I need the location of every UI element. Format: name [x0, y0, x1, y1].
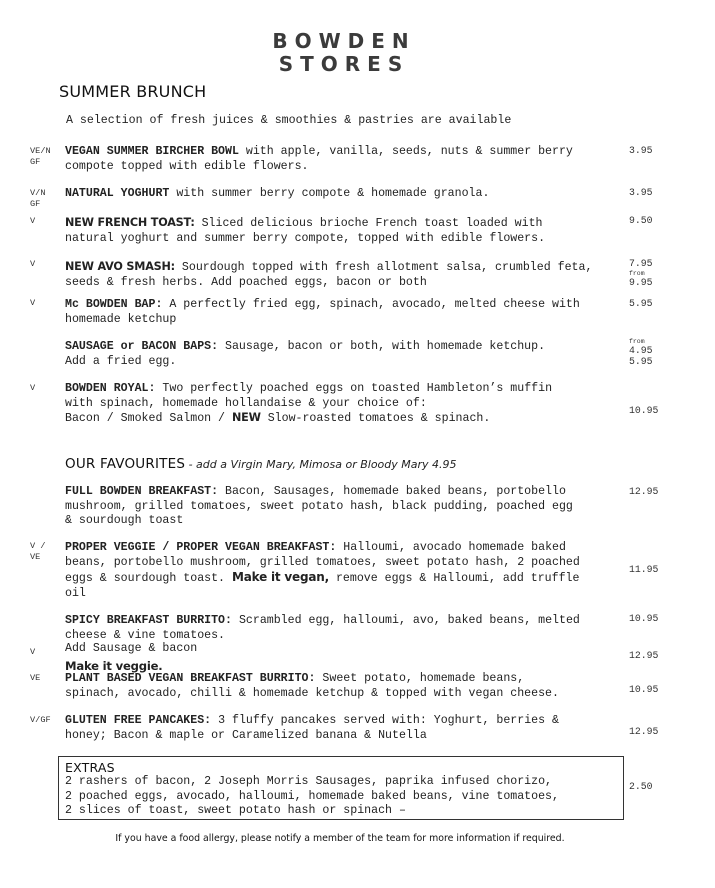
menu-item-gluten-free-pancakes — [65, 714, 559, 743]
item-price-group — [629, 259, 653, 288]
menu-item-proper-veggie-vegan — [65, 541, 580, 601]
diet-label: V / VE — [30, 541, 46, 562]
item-price: 12.95 — [629, 726, 659, 737]
price-from-label: from — [629, 269, 645, 277]
item-name: BOWDEN ROYAL: — [65, 382, 156, 395]
extras-line: 2 rashers of bacon, 2 Joseph Morris Sausages, paprika infused chorizo, — [65, 775, 553, 788]
item-desc: homemade ketchup — [65, 312, 177, 326]
item-price: 12.95 — [629, 650, 659, 661]
item-desc: Bacon, Sausages, homemade baked beans, portobello — [218, 485, 566, 498]
item-desc: 3 fluffy pancakes served with: Yoghurt, berries & — [211, 714, 559, 727]
item-desc: Bacon / Smoked Salmon / — [65, 412, 232, 426]
item-name: NATURAL YOGHURT — [65, 187, 170, 200]
menu-item-bowden-royal — [65, 382, 552, 427]
item-desc: mushroom, grilled tomatoes, sweet potato hash, black pudding, poached egg — [65, 499, 573, 513]
diet-label: V — [30, 383, 36, 393]
brand-logo-line1: BOWDEN — [272, 29, 416, 53]
item-name: Mc BOWDEN BAP: — [65, 298, 163, 311]
item-name: SPICY BREAKFAST BURRITO: — [65, 614, 232, 627]
menu-item-sausage-bacon-baps — [65, 340, 545, 369]
item-desc: with apple, vanilla, seeds, nuts & summer berry — [238, 145, 573, 158]
item-price: 9.95 — [629, 276, 653, 288]
item-desc: beans, portobello mushroom, grilled tomatoes, sweet potato hash, 2 poached — [65, 555, 580, 569]
item-name: GLUTEN FREE PANCAKES: — [65, 714, 212, 727]
item-desc: Add a fried egg. — [65, 354, 177, 368]
diet-label: V — [30, 647, 36, 657]
item-desc: cheese & vine tomatoes. — [65, 628, 226, 642]
item-price: 10.95 — [629, 613, 659, 624]
item-desc: Scrambled egg, halloumi, avo, baked beans, melted — [231, 614, 580, 627]
item-price: 11.95 — [629, 564, 659, 575]
item-desc: natural yoghurt and summer berry compote, topped with edible flowers. — [65, 231, 546, 245]
make-it-vegan-note: Make it vegan, — [231, 570, 329, 585]
extras-line: 2 slices of toast, sweet potato hash or spinach – — [65, 804, 406, 818]
diet-label: V — [30, 298, 36, 308]
item-price: 9.50 — [629, 215, 653, 226]
menu-item-avo-smash — [65, 260, 592, 290]
diet-label: V/N GF — [30, 188, 46, 209]
extras-price: 2.50 — [629, 781, 653, 792]
diet-label: V/GF — [30, 715, 51, 725]
section-title-favourites — [65, 455, 457, 473]
item-price: 5.95 — [629, 355, 653, 367]
intro-text: A selection of fresh juices & smoothies & pastries are available — [66, 114, 512, 127]
section-title-summer-brunch: SUMMER BRUNCH — [59, 82, 207, 101]
item-desc: A perfectly fried egg, spinach, avocado, melted cheese with — [162, 298, 580, 311]
item-desc: Halloumi, avocado homemade baked — [336, 541, 566, 554]
item-price: 7.95 — [629, 258, 653, 269]
item-price: 3.95 — [629, 145, 653, 156]
item-price: 5.95 — [629, 298, 653, 309]
item-name: NEW FRENCH TOAST: — [65, 216, 195, 229]
make-it-veggie-note: Make it veggie. — [65, 658, 163, 673]
menu-item-french-toast — [65, 216, 545, 246]
extras-line: 2 poached eggs, avocado, halloumi, homemade baked beans, vine tomatoes, — [65, 789, 559, 803]
diet-label: V — [30, 259, 36, 269]
item-name: SAUSAGE or BACON BAPS: — [65, 340, 219, 353]
diet-label: VE — [30, 673, 41, 683]
brand-logo-line2: STORES — [278, 52, 410, 76]
item-desc: Sausage, bacon or both, with homemade ketchup. — [218, 340, 546, 353]
item-name: VEGAN SUMMER BIRCHER BOWL — [65, 145, 239, 158]
extras-title: EXTRAS — [65, 760, 115, 775]
item-price: 10.95 — [629, 405, 659, 416]
item-desc: seeds & fresh herbs. Add poached eggs, bacon or both — [65, 275, 427, 289]
item-price: 10.95 — [629, 684, 659, 695]
item-name: FULL BOWDEN BREAKFAST: — [65, 485, 219, 498]
item-desc: Slow-roasted tomatoes & spinach. — [260, 412, 491, 426]
item-desc: Add Sausage & bacon — [65, 642, 198, 655]
new-badge: NEW — [231, 411, 261, 425]
menu-item-natural-yoghurt — [65, 187, 489, 202]
diet-label: VE/N GF — [30, 146, 51, 167]
item-price: 4.95 — [629, 345, 653, 356]
item-name: PLANT BASED VEGAN BREAKFAST BURRITO: — [65, 672, 316, 685]
extras-list — [65, 775, 559, 819]
item-name: PROPER VEGGIE / PROPER VEGAN BREAKFAST: — [65, 541, 337, 554]
favourites-title: OUR FAVOURITES — [65, 456, 186, 472]
item-desc: oil — [65, 586, 86, 600]
item-desc: compote topped with edible flowers. — [65, 159, 309, 173]
item-price: 3.95 — [629, 187, 653, 198]
menu-item-burrito-options — [65, 642, 197, 673]
menu-item-spicy-breakfast-burrito — [65, 614, 580, 643]
item-desc: with summer berry compote & homemade granola. — [169, 187, 490, 200]
menu-item-plant-based-burrito — [65, 672, 559, 701]
diet-label: V — [30, 216, 36, 226]
favourites-subtitle: - add a Virgin Mary, Mimosa or Bloody Mary 4.95 — [185, 458, 457, 471]
item-name: NEW AVO SMASH: — [65, 260, 175, 273]
item-desc: with spinach, homemade hollandaise & your choice of: — [65, 396, 427, 410]
menu-item-full-bowden-breakfast — [65, 485, 573, 529]
item-price-group — [629, 338, 653, 367]
item-desc: spinach, avocado, chilli & homemade ketchup & topped with vegan cheese. — [65, 686, 559, 700]
item-desc: honey; Bacon & maple or Caramelized banana & Nutella — [65, 728, 427, 742]
item-price: 12.95 — [629, 486, 659, 497]
item-desc: Sweet potato, homemade beans, — [315, 672, 525, 685]
item-desc: & sourdough toast — [65, 514, 184, 528]
item-desc: Two perfectly poached eggs on toasted Hambleton’s muffin — [155, 382, 553, 395]
item-desc: Sourdough topped with fresh allotment salsa, crumbled feta, — [174, 261, 593, 274]
menu-item-mc-bowden-bap — [65, 298, 580, 327]
item-desc: eggs & sourdough toast. — [65, 572, 232, 586]
item-desc: remove eggs & Halloumi, add truffle — [328, 572, 580, 586]
menu-item-bircher-bowl — [65, 145, 573, 174]
price-from-label: from — [629, 338, 645, 345]
allergy-footer-note: If you have a food allergy, please notify a member of the team for more information if required. — [115, 833, 565, 844]
item-desc: Sliced delicious brioche French toast loaded with — [194, 217, 543, 230]
